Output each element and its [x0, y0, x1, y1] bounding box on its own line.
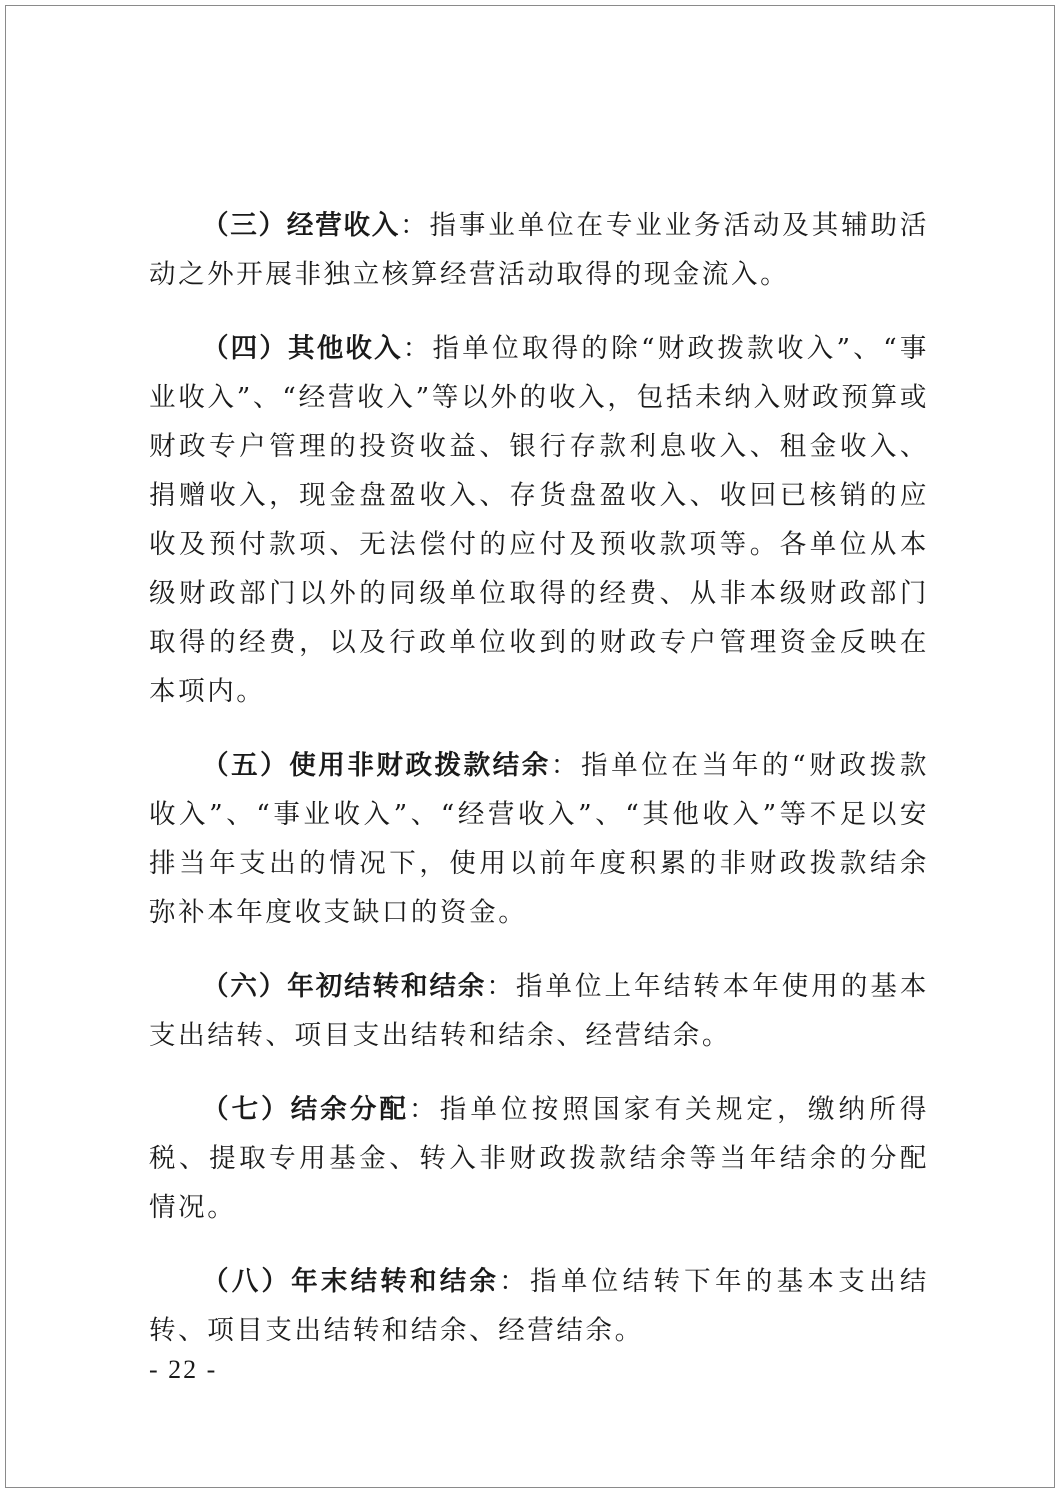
paragraph-text: ：指单位上年结转本年使用的基本支出结转、项目支出结转和结余、经营结余。: [149, 971, 929, 1051]
term-heading: （七）结余分配: [202, 1094, 410, 1125]
paragraph-text: ：指单位结转下年的基本支出结转、项目支出结转和结余、经营结余。: [149, 1266, 929, 1346]
document-page: [5, 5, 1055, 1488]
paragraph-opening-carryover: [149, 962, 929, 1060]
page-number: - 22 -: [149, 1355, 218, 1384]
paragraph-operating-income: [149, 201, 929, 299]
term-heading: （四）其他收入: [202, 333, 403, 364]
paragraph-text: ：指单位按照国家有关规定，缴纳所得税、提取专用基金、转入非财政拨款结余等当年结余的分配情况。: [149, 1094, 929, 1223]
paragraph-surplus-distribution: [149, 1085, 929, 1232]
term-heading: （五）使用非财政拨款结余: [202, 750, 551, 781]
term-heading: （三）经营收入: [202, 210, 401, 241]
paragraph-non-fiscal-balance: [149, 741, 929, 937]
paragraph-closing-carryover: [149, 1257, 929, 1355]
paragraph-text: ：指单位在当年的“财政拨款收入”、“事业收入”、“经营收入”、“其他收入”等不足以安排当年支出的情况下，使用以前年度积累的非财政拨款结余弥补本年度收支缺口的资金。: [149, 750, 929, 928]
paragraph-other-income: [149, 324, 929, 716]
term-heading: （六）年初结转和结余: [202, 971, 487, 1002]
document-body: [149, 201, 929, 1380]
term-heading: （八）年末结转和结余: [202, 1266, 500, 1297]
paragraph-text: ：指单位取得的除“财政拨款收入”、“事业收入”、“经营收入”等以外的收入，包括未纳入财政预算或财政专户管理的投资收益、银行存款利息收入、租金收入、捐赠收入，现金盘盈收入、存货盘盈收入、收回已核销的应收及预付款项、无法偿付的应付及预收款项等。各单位从本级财政部门以外的同级单位取得的经费、从非本级财政部门取得的经费，以及行政单位收到的财政专户管理资金反映在本项内。: [149, 333, 929, 707]
paragraph-text: ：指事业单位在专业业务活动及其辅助活动之外开展非独立核算经营活动取得的现金流入。: [149, 210, 930, 290]
